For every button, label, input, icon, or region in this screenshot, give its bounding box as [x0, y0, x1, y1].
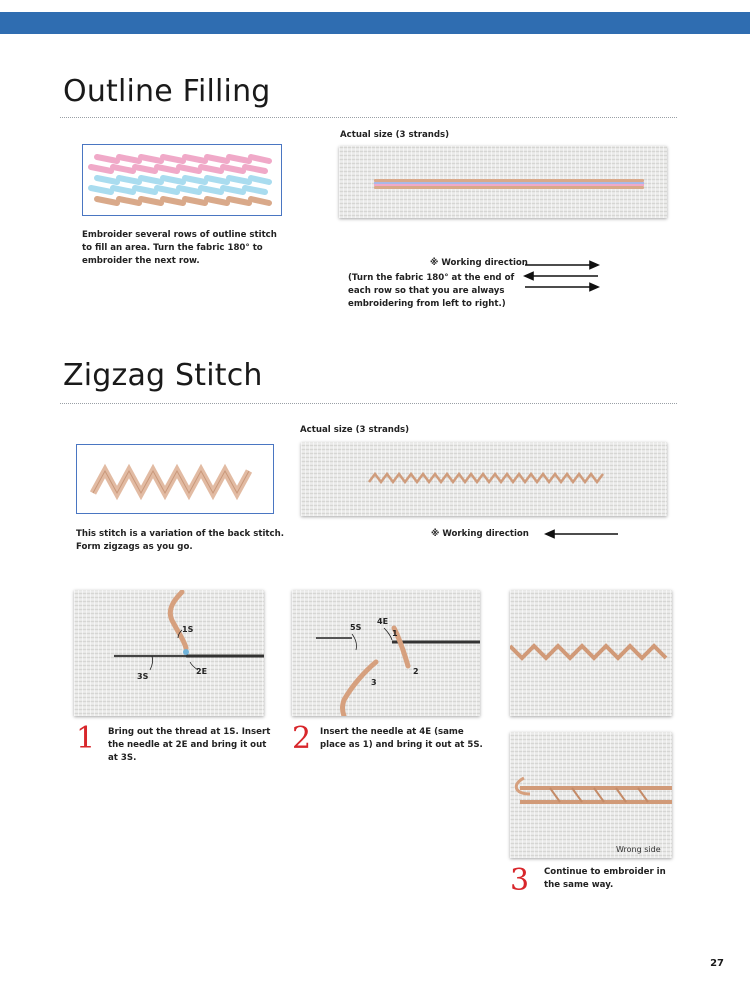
outline-filling-photo: [339, 146, 667, 218]
step-3-photo-wrong-side: [510, 732, 672, 858]
step-2-photo: [292, 590, 480, 716]
step-2-label-5s: 5S: [350, 623, 362, 632]
header-bar: [0, 12, 750, 34]
step-3-number: 3: [510, 863, 530, 898]
step-1-label-3s: 3S: [137, 672, 149, 681]
outline-working-direction: ※ Working direction: [430, 258, 528, 268]
zigzag-actual-size-label: Actual size (3 strands): [300, 425, 410, 435]
zigzag-working-direction: ※ Working direction: [431, 529, 529, 539]
step-2-label-1: 1: [392, 629, 398, 638]
step-3-photo-front: [510, 590, 672, 716]
step-1-photo: [74, 590, 264, 716]
outline-working-note: (Turn the fabric 180° at the end of each row so that you are always embroidering from left to right.): [348, 273, 515, 309]
wrong-side-label: Wrong side: [616, 845, 661, 854]
step-2-label-4e: 4E: [377, 617, 389, 626]
outline-filling-description: Embroider several rows of outline stitch to fill an area. Turn the fabric 180° to embroider the next row.: [82, 230, 277, 266]
step-2-label-3: 3: [371, 678, 377, 687]
step-3-text: Continue to embroider in the same way.: [544, 867, 666, 890]
direction-arrow-left-icon: [540, 527, 625, 541]
section-title-zigzag-stitch: Zigzag Stitch: [63, 358, 263, 393]
step-1-text: Bring out the thread at 1S. Insert the needle at 2E and bring it out at 3S.: [108, 727, 271, 763]
step-2-label-2: 2: [413, 667, 419, 676]
step-1-label-2e: 2E: [196, 667, 208, 676]
step-1-label-1s: 1S: [182, 625, 194, 634]
step-2-number: 2: [292, 721, 312, 756]
section-divider: [60, 403, 677, 404]
zigzag-diagram: [76, 444, 274, 514]
outline-actual-size-label: Actual size (3 strands): [340, 130, 450, 140]
direction-arrows-icon: [520, 258, 605, 294]
page-number: 27: [710, 958, 724, 969]
section-title-outline-filling: Outline Filling: [63, 74, 271, 109]
step-2-text: Insert the needle at 4E (same place as 1) and bring it out at 5S.: [320, 727, 483, 750]
section-divider: [60, 117, 677, 118]
step-1-number: 1: [76, 721, 96, 756]
zigzag-description: This stitch is a variation of the back stitch. Form zigzags as you go.: [76, 529, 284, 552]
outline-filling-stitch-icon: [83, 145, 281, 215]
outline-filling-diagram: [82, 144, 282, 216]
zigzag-photo: [301, 442, 667, 516]
zigzag-stitch-icon: [77, 445, 273, 513]
